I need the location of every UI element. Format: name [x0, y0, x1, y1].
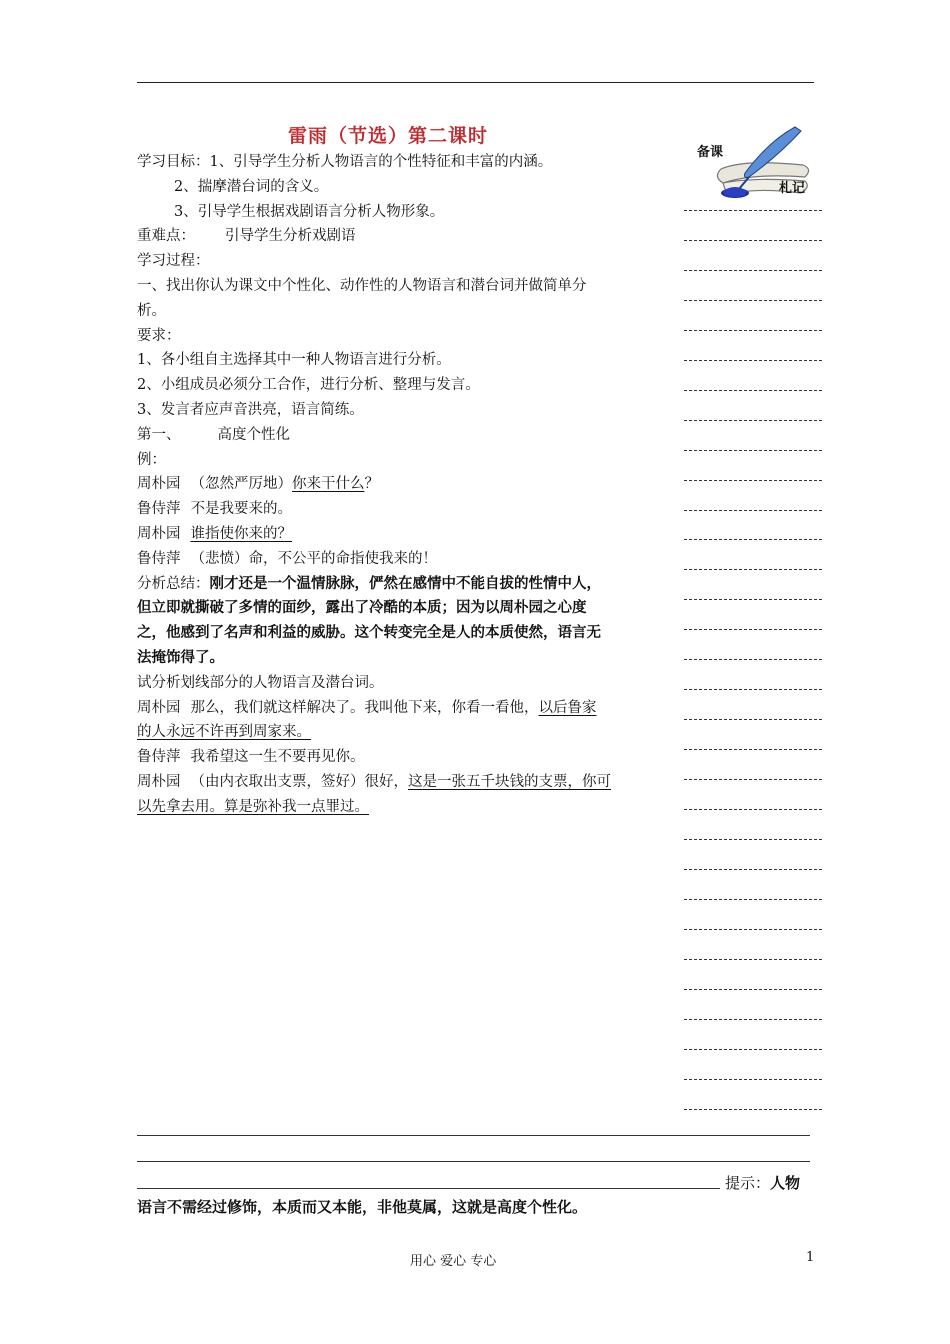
answer-line [137, 1188, 720, 1189]
dialogue-line [137, 522, 672, 547]
dialogue-line [137, 472, 672, 497]
stage-direction: （忽然严厉地） [190, 476, 292, 493]
note-dashed-line [684, 749, 822, 750]
note-dashed-line [684, 779, 822, 780]
section-name: 高度个性化 [217, 426, 290, 443]
difficulty-line [137, 224, 672, 249]
answer-line [137, 1135, 810, 1136]
objectives-line-1 [137, 150, 672, 175]
note-dashed-line [684, 300, 822, 301]
summary-text: 刚才还是一个温情脉脉，俨然在感情中不能自拔的性情中人， [209, 574, 601, 592]
underlined-speech: 以先拿去用。算是弥补我一点罪过。 [137, 798, 369, 815]
note-dashed-line [684, 599, 822, 600]
speech: 不是我要来的。 [190, 501, 292, 518]
note-dashed-line [684, 1049, 822, 1050]
underlined-speech: 以后鲁家 [538, 699, 597, 716]
requirement-3: 3、发言者应声音洪亮，语言简练。 [137, 401, 364, 418]
speaker: 周朴园 [137, 773, 181, 790]
underlined-speech: 谁指使你来的？ [190, 525, 292, 542]
dialogue-line [137, 795, 672, 820]
objectives-label: 学习目标： [137, 154, 210, 170]
section-heading [137, 423, 672, 448]
speaker: 鲁侍萍 [137, 550, 181, 567]
note-dashed-line [684, 510, 822, 511]
note-dashed-line [684, 1109, 822, 1110]
note-dashed-line [684, 659, 822, 660]
dialogue-line [137, 497, 672, 522]
note-dashed-line [684, 240, 822, 241]
note-dashed-line [684, 959, 822, 960]
summary-line-2: 但立即就撕破了多情的面纱，露出了冷酷的本质；因为以周朴园之心度 [137, 599, 587, 617]
header-rule [137, 82, 814, 83]
dialogue-line [137, 547, 672, 572]
speaker: 周朴园 [137, 525, 181, 542]
note-dashed-line [684, 929, 822, 930]
dialogue-line [137, 770, 672, 795]
note-dashed-line [684, 809, 822, 810]
dialogue-line [137, 745, 672, 770]
requirement-1: 1、各小组自主选择其中一种人物语言进行分析。 [137, 352, 451, 369]
exercise-prompt: 试分析划线部分的人物语言及潜台词。 [137, 674, 384, 691]
underlined-speech: 你来干什么 [292, 476, 365, 493]
speaker: 鲁侍萍 [137, 501, 181, 518]
process-label: 学习过程： [137, 253, 210, 270]
note-dashed-line [684, 1079, 822, 1080]
note-dashed-line [684, 719, 822, 720]
speaker: 周朴园 [137, 476, 181, 493]
difficulty-label: 重难点： [137, 228, 195, 245]
footer-motto: 用心 爱心 专心 [410, 1254, 497, 1269]
note-dashed-line [684, 839, 822, 840]
requirements-label: 要求： [137, 327, 181, 344]
hint-continuation: 语言不需经过修饰，本质而又本能，非他莫属，这就是高度个性化。 [137, 1198, 588, 1216]
lesson-notes-logo [683, 121, 818, 201]
note-dashed-line [684, 869, 822, 870]
summary-line-1 [137, 572, 672, 597]
note-dashed-line [684, 360, 822, 361]
hint-label: 提示： [725, 1174, 771, 1192]
speaker: 鲁侍萍 [137, 749, 181, 766]
note-dashed-line [684, 1019, 822, 1020]
logo-bottom-text: 札记 [779, 181, 806, 196]
note-dashed-line [684, 689, 822, 690]
task1-line-b: 析。 [137, 302, 166, 319]
logo-top-text: 备课 [697, 145, 724, 160]
hint-line [725, 1172, 800, 1193]
section-number: 第一、 [137, 426, 181, 443]
objective-1: 1、引导学生分析人物语言的个性特征和丰富的内涵。 [209, 154, 553, 170]
speech: （悲愤）命，不公平的命指使我来的！ [190, 550, 437, 567]
note-dashed-line [684, 989, 822, 990]
summary-label: 分析总结： [137, 575, 210, 592]
note-dashed-line [684, 210, 822, 211]
task1-line-a: 一、找出你认为课文中个性化、动作性的人物语言和潜台词并做简单分 [137, 277, 587, 294]
difficulty-text: 引导学生分析戏剧语 [225, 228, 356, 245]
speech: （由内衣取出支票，签好）很好， [190, 773, 408, 790]
note-dashed-line [684, 420, 822, 421]
speaker: 周朴园 [137, 699, 181, 716]
dialogue-line [137, 720, 672, 745]
example-label: 例： [137, 451, 166, 468]
note-dashed-line [684, 450, 822, 451]
hint-text-start: 人物 [770, 1174, 801, 1192]
dialogue-line [137, 696, 672, 721]
speech: 那么，我们就这样解决了。我叫他下来，你看一看他， [190, 699, 539, 716]
speech: 我希望这一生不要再见你。 [190, 749, 365, 766]
summary-line-3: 之，他感到了名声和利益的威胁。这个转变完全是人的本质使然，语言无 [137, 624, 601, 642]
punctuation: ？ [364, 476, 379, 493]
note-dashed-line [684, 270, 822, 271]
main-content [137, 150, 672, 820]
note-dashed-line [684, 480, 822, 481]
note-dashed-line [684, 539, 822, 540]
note-dashed-line [684, 899, 822, 900]
answer-line [137, 1161, 810, 1162]
requirement-2: 2、小组成员必须分工合作，进行分析、整理与发言。 [137, 377, 480, 394]
page-title: 雷雨（节选）第二课时 [288, 125, 489, 147]
note-dashed-line [684, 569, 822, 570]
underlined-speech: 这是一张五千块钱的支票，你可 [408, 773, 611, 790]
note-dashed-line [684, 629, 822, 630]
underlined-speech: 的人永远不许再到周家来。 [137, 724, 311, 741]
summary-line-4: 法掩饰得了。 [137, 648, 224, 666]
page-number: 1 [806, 1250, 815, 1265]
note-dashed-line [684, 390, 822, 391]
objective-3: 3、引导学生根据戏剧语言分析人物形象。 [174, 203, 445, 220]
objective-2: 2、揣摩潜台词的含义。 [174, 178, 329, 195]
note-dashed-line [684, 330, 822, 331]
